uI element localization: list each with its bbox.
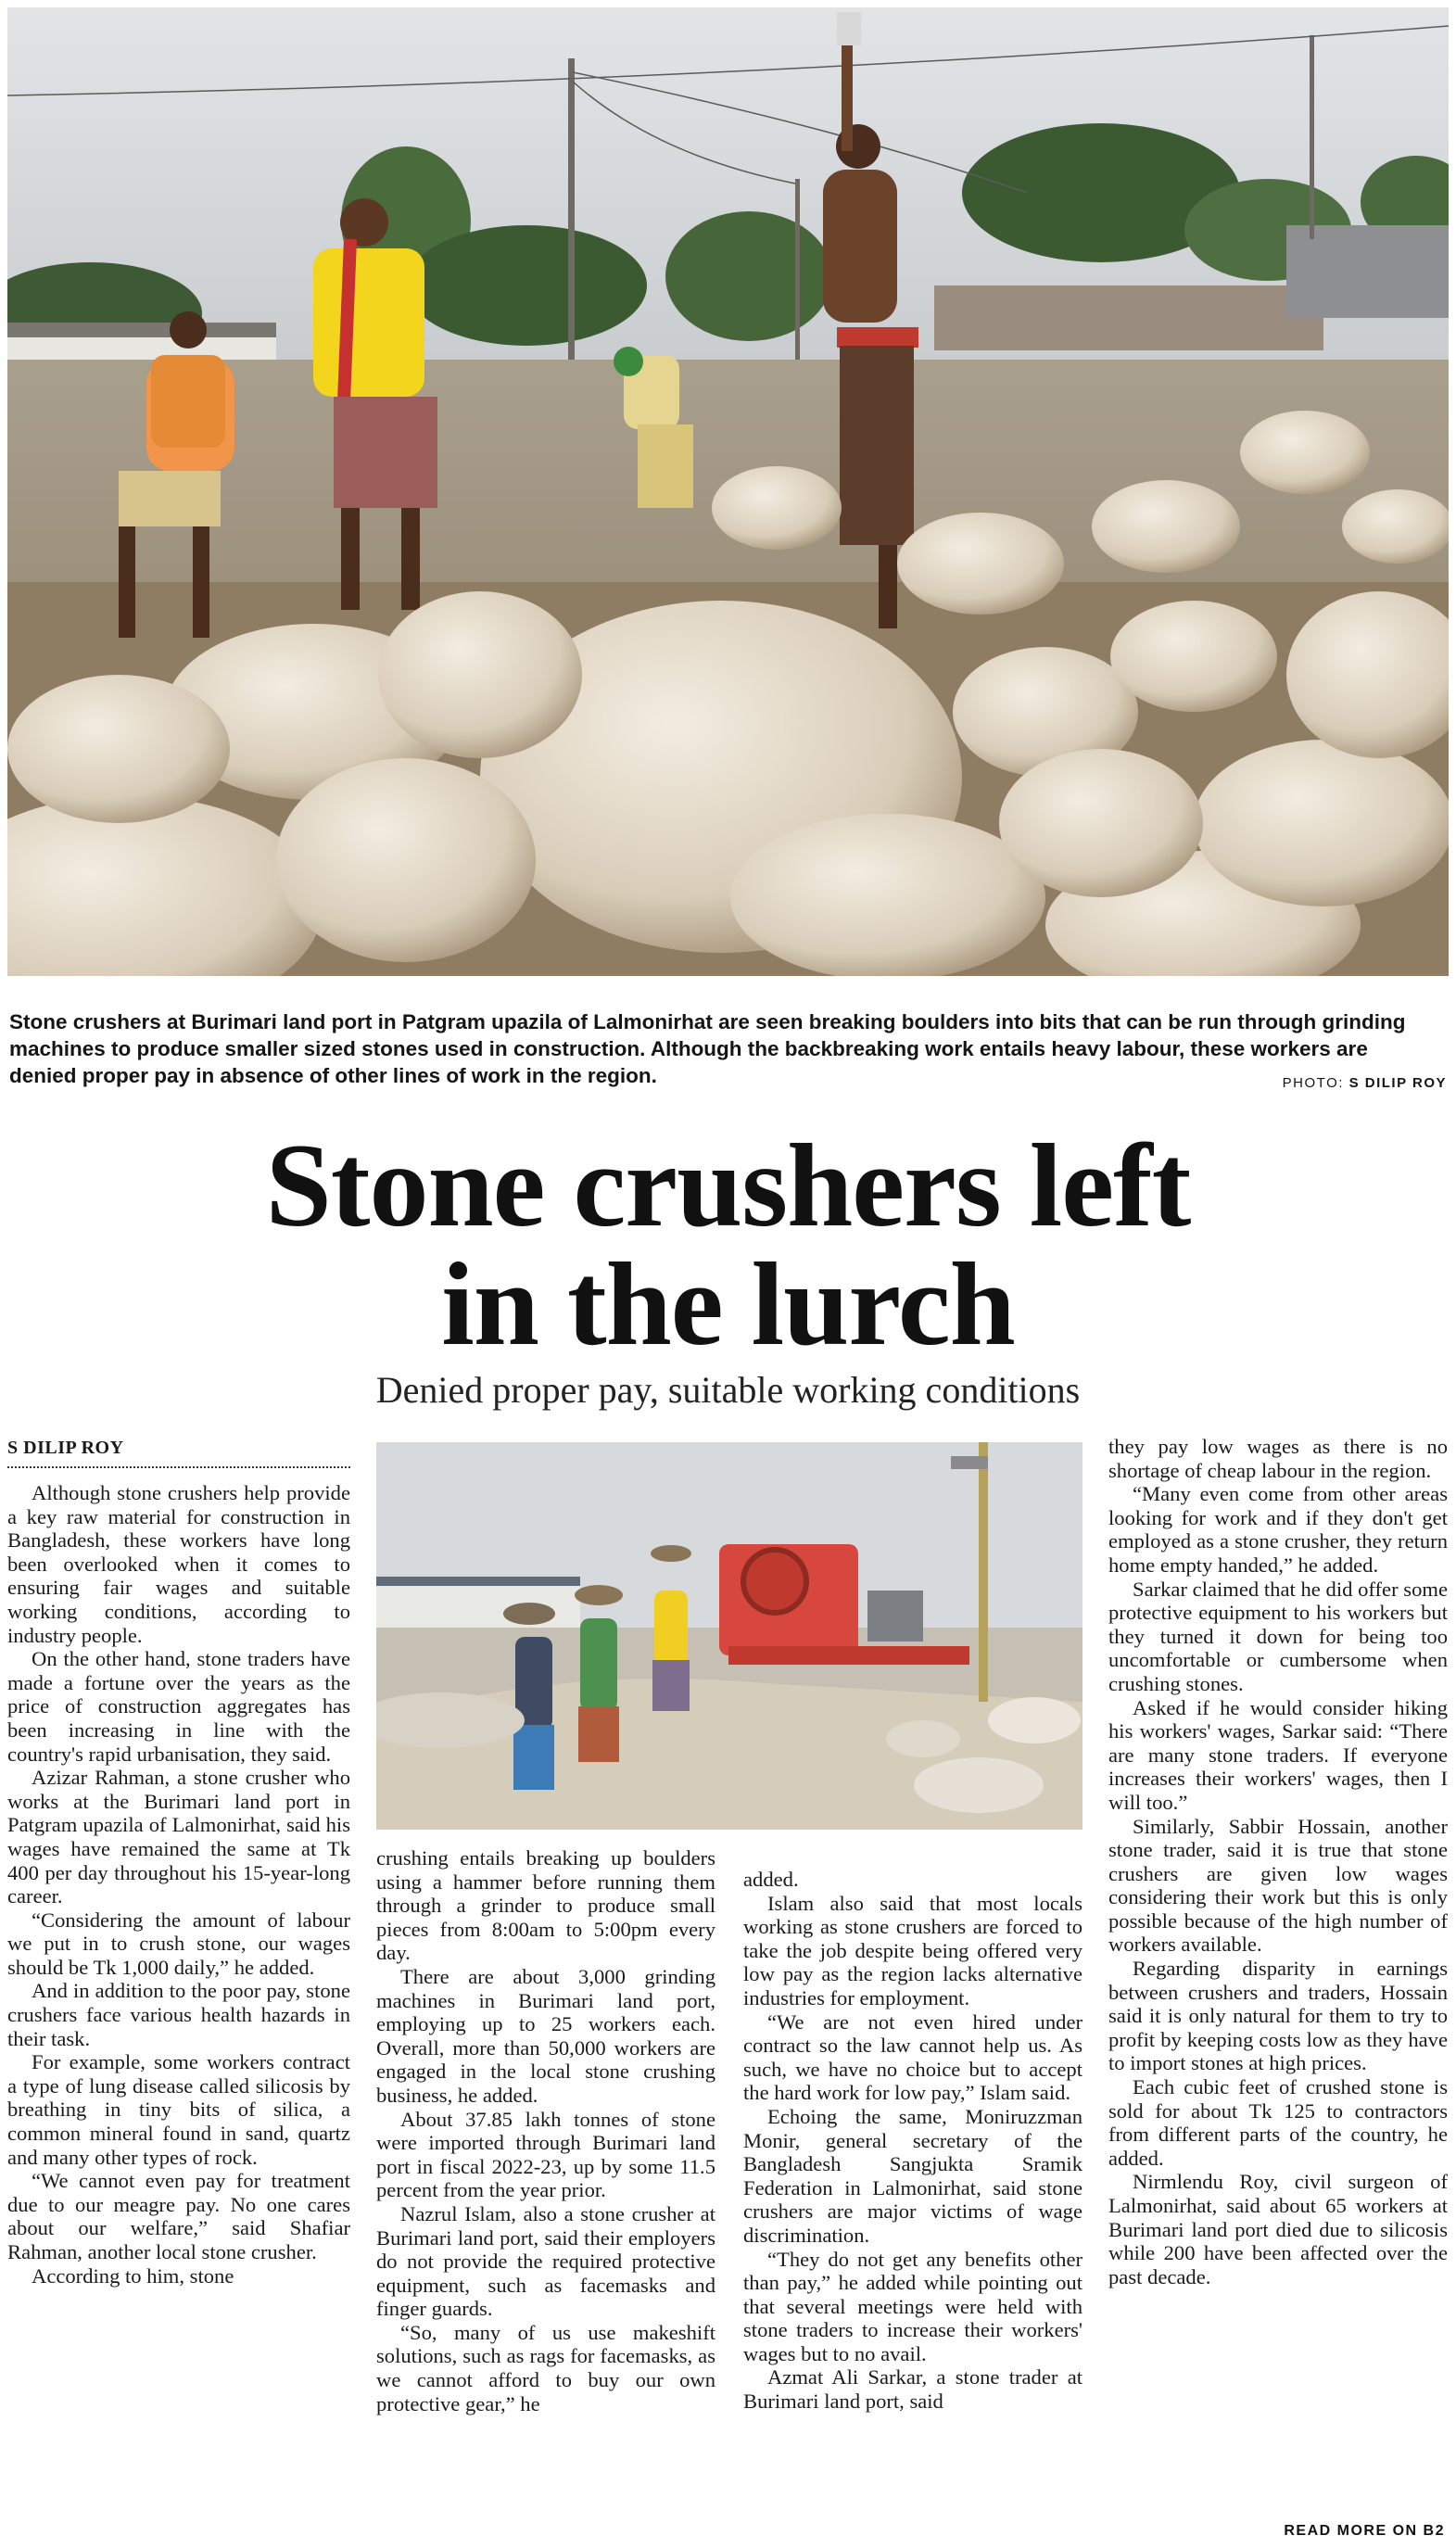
paragraph: “We are not even hired under contract so the law cannot help us. As such, we have no choice but to accept the hard work for low pay,” Islam said. <box>743 2009 1083 2105</box>
paragraph: “Considering the amount of labour we put in to crush stone, our wages should be Tk 1,000 daily,” he added. <box>7 1908 350 1979</box>
article-column-1 <box>7 1481 350 2288</box>
paragraph: “They do not get any benefits other than pay,” he added while pointing out that several meetings were held with stone traders to increase their workers' wages but to no avail. <box>743 2247 1083 2365</box>
paragraph: “So, many of us use makeshift solutions, such as rags for facemasks, as we cannot afford to buy our own protective gear,” he <box>376 2320 715 2415</box>
paragraph: Nirmlendu Roy, civil surgeon of Lalmonirhat, said about 65 workers at Burimari land port died due to silicosis while 200 have been affected over the past decade. <box>1108 2170 1448 2288</box>
paragraph: Asked if he would consider hiking his workers' wages, Sarkar said: “There are many stone traders. If everyone increases their workers' wages, then I will too.” <box>1108 1695 1448 1814</box>
paragraph-continued: they pay low wages as there is no shortage of cheap labour in the region. <box>1108 1435 1448 1482</box>
paragraph: Although stone crushers help provide a key raw material for construction in Bangladesh, these workers have long been overlooked when it comes to ensuring fair wages and suitable working conditions, according to industry people. <box>7 1481 350 1647</box>
continuation-link[interactable]: READ MORE ON B2 <box>1284 2523 1445 2539</box>
stone-crushers-photo <box>7 7 1449 976</box>
paragraph: Each cubic feet of crushed stone is sold for about Tk 125 to contractors from different parts of the country, he added. <box>1108 2075 1448 2170</box>
article-column-4 <box>1108 1435 1448 2288</box>
paragraph: Nazrul Islam, also a stone crusher at Burimari land port, said their employers do not provide the required protective equipment, such as facemasks and finger guards. <box>376 2201 715 2321</box>
byline: S DILIP ROY <box>7 1438 350 1468</box>
paragraph: “We cannot even pay for treatment due to our meagre pay. No one cares about our welfare,” said Shafiar Rahman, another local stone crusher. <box>7 2169 350 2263</box>
paragraph: According to him, stone <box>32 2263 234 2288</box>
photo-credit <box>1283 1075 1447 1091</box>
article-column-3 <box>743 1868 1083 2414</box>
paragraph: Echoing the same, Moniruzzman Monir, general secretary of the Bangladesh Sangjukta Sramik Federation in Lalmonirhat, said stone crushers are major victims of wage discrimination. <box>743 2104 1083 2247</box>
paragraph: About 37.85 lakh tonnes of stone were imported through Burimari land port in fiscal 2022-23, up by some 11.5 percent from the year prior. <box>376 2107 715 2202</box>
paragraph: On the other hand, stone traders have made a fortune over the years as the price of construction aggregates has been increasing in line with the country's rapid urbanisation, they said. <box>7 1647 350 1766</box>
paragraph: There are about 3,000 grinding machines in Burimari land port, employing up to 25 workers each. Overall, more than 50,000 workers are engaged in the local stone crushing business, he added. <box>376 1964 715 2107</box>
paragraph: Azmat Ali Sarkar, a stone trader at Burimari land port, said <box>743 2365 1083 2414</box>
headline-line-2: in the lurch <box>441 1238 1015 1370</box>
paragraph: “Many even come from other areas looking for work and if they don't get employed as a stone crusher, they return home empty handed,” he added. <box>1108 1482 1448 1577</box>
photo-caption: Stone crushers at Burimari land port in Patgram upazila of Lalmonirhat are seen breaking boulders into bits that can be run through grinding machines to produce smaller sized stones used in construction. Although the backbreaking work entails heavy labour, these workers are denied proper pay in absence of other lines of work in the region. <box>9 1010 1406 1087</box>
hero-photo <box>7 7 1449 976</box>
inset-photo <box>376 1442 1083 1830</box>
paragraph: Regarding disparity in earnings between crushers and traders, Hossain said it is only natural for them to try to profit by keeping costs low as they have to import stones at high prices. <box>1108 1957 1448 2075</box>
paragraph: And in addition to the poor pay, stone crushers face various health hazards in their task. <box>7 1979 350 2050</box>
paragraph: Sarkar claimed that he did offer some protective equipment to his workers but they turned it down for being too uncomfortable or cumbersome when crushing stones. <box>1108 1577 1448 1695</box>
photo-credit-label: PHOTO: <box>1282 1075 1349 1091</box>
paragraph-continued: crushing entails breaking up boulders using a hammer before running them through a grinder to produce small pieces from 8:00am to 5:00pm every day. <box>376 1846 715 1965</box>
headline <box>0 1120 1456 1370</box>
headline-line-1: Stone crushers left <box>265 1120 1191 1251</box>
paragraph-continued: added. <box>743 1868 799 1891</box>
photo-credit-name: S DILIP ROY <box>1348 1075 1447 1091</box>
paragraph: Islam also said that most locals working as stone crushers are forced to take the job despite being offered very low pay as the region lacks alternative industries for employment. <box>743 1891 1083 2009</box>
paragraph: Similarly, Sabbir Hossain, another stone trader, said it is true that stone crushers are given low wages considering their work but this is only possible because of the high number of workers available. <box>1108 1814 1448 1957</box>
paragraph: Azizar Rahman, a stone crusher who works at the Burimari land port in Patgram upazila of Lalmonirhat, said his wages have remained the same at Tk 400 per day throughout his 15-year-long career. <box>7 1766 350 1908</box>
paragraph: For example, some workers contract a type of lung disease called silicosis by breathing in tiny bits of silica, a common mineral found in sand, quartz and many other types of rock. <box>7 2050 350 2169</box>
grinding-machine-photo <box>376 1442 1083 1830</box>
article-column-2 <box>376 1846 715 2415</box>
subheadline: Denied proper pay, suitable working conditions <box>375 1369 1081 1411</box>
